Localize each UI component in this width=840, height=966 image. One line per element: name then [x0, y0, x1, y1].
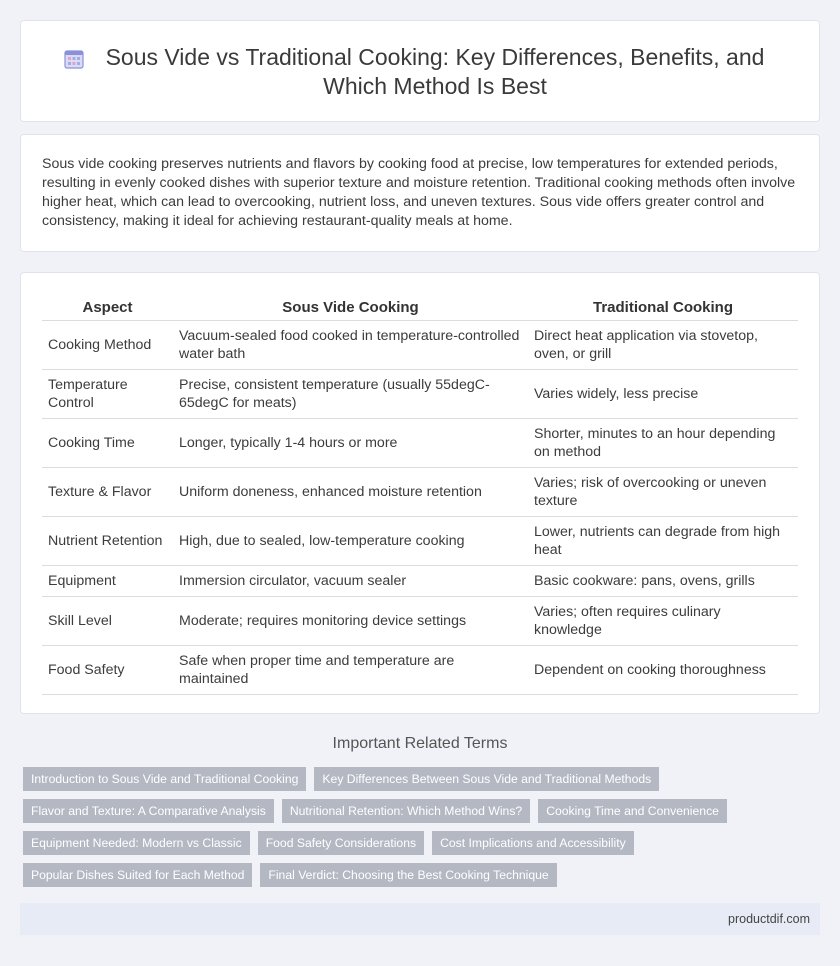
- related-term-link[interactable]: Flavor and Texture: A Comparative Analysis: [23, 799, 274, 823]
- sous-vide-cell: Immersion circulator, vacuum sealer: [173, 565, 528, 596]
- related-terms-list: [23, 767, 823, 895]
- traditional-cell: Lower, nutrients can degrade from high heat: [528, 516, 798, 565]
- table-row: [42, 418, 798, 467]
- traditional-cell: Varies; risk of overcooking or uneven texture: [528, 467, 798, 516]
- aspect-cell: Cooking Method: [42, 320, 173, 369]
- table-row: [42, 565, 798, 596]
- sous-vide-cell: Uniform doneness, enhanced moisture retention: [173, 467, 528, 516]
- table-row: [42, 369, 798, 418]
- related-term-link[interactable]: Final Verdict: Choosing the Best Cooking Technique: [260, 863, 556, 887]
- table-row: [42, 596, 798, 645]
- intro-card: [20, 134, 820, 252]
- aspect-cell: Equipment: [42, 565, 173, 596]
- sous-vide-cell: Moderate; requires monitoring device settings: [173, 596, 528, 645]
- table-row: [42, 467, 798, 516]
- footer-site-link[interactable]: productdif.com: [728, 912, 810, 926]
- related-terms-heading: Important Related Terms: [332, 735, 508, 752]
- related-term-link[interactable]: Equipment Needed: Modern vs Classic: [23, 831, 250, 855]
- related-term-link[interactable]: Popular Dishes Suited for Each Method: [23, 863, 252, 887]
- traditional-cell: Shorter, minutes to an hour depending on method: [528, 418, 798, 467]
- header-aspect: Aspect: [42, 295, 173, 320]
- aspect-cell: Temperature Control: [42, 369, 173, 418]
- sous-vide-cell: Precise, consistent temperature (usually 55degC-65degC for meats): [173, 369, 528, 418]
- related-term-link[interactable]: Cost Implications and Accessibility: [432, 831, 634, 855]
- sous-vide-cell: Safe when proper time and temperature are maintained: [173, 645, 528, 694]
- header-traditional: Traditional Cooking: [528, 295, 798, 320]
- related-term-link[interactable]: Food Safety Considerations: [258, 831, 424, 855]
- aspect-cell: Texture & Flavor: [42, 467, 173, 516]
- traditional-cell: Varies widely, less precise: [528, 369, 798, 418]
- traditional-cell: Varies; often requires culinary knowledge: [528, 596, 798, 645]
- aspect-cell: Food Safety: [42, 645, 173, 694]
- page-title: Sous Vide vs Traditional Cooking: Key Differences, Benefits, and Which Method Is Best: [105, 44, 765, 99]
- related-term-link[interactable]: Cooking Time and Convenience: [538, 799, 727, 823]
- table-row: [42, 645, 798, 694]
- table-row: [42, 320, 798, 369]
- table-header-row: [42, 295, 798, 320]
- aspect-cell: Skill Level: [42, 596, 173, 645]
- comparison-table: [42, 295, 798, 695]
- traditional-cell: Direct heat application via stovetop, oven, or grill: [528, 320, 798, 369]
- aspect-cell: Nutrient Retention: [42, 516, 173, 565]
- header-sous-vide: Sous Vide Cooking: [173, 295, 528, 320]
- title-card: [20, 20, 820, 122]
- related-term-link[interactable]: Key Differences Between Sous Vide and Traditional Methods: [314, 767, 659, 791]
- comparison-card: [20, 272, 820, 714]
- sous-vide-cell: Longer, typically 1-4 hours or more: [173, 418, 528, 467]
- related-term-link[interactable]: Introduction to Sous Vide and Traditional Cooking: [23, 767, 306, 791]
- sous-vide-cell: Vacuum-sealed food cooked in temperature-controlled water bath: [173, 320, 528, 369]
- traditional-cell: Dependent on cooking thoroughness: [528, 645, 798, 694]
- aspect-cell: Cooking Time: [42, 418, 173, 467]
- table-row: [42, 516, 798, 565]
- related-term-link[interactable]: Nutritional Retention: Which Method Wins?: [282, 799, 530, 823]
- sous-vide-cell: High, due to sealed, low-temperature cooking: [173, 516, 528, 565]
- intro-paragraph: Sous vide cooking preserves nutrients and flavors by cooking food at precise, low temperatures for extended periods, resulting in evenly cooked dishes with superior texture and moisture retention. Traditional cooking methods often involve higher heat, which can lead to overcooking, nutrient loss, and uneven textures. Sous vide offers greater control and consistency, making it ideal for achieving restaurant-quality meals at home.: [42, 156, 796, 229]
- footer: [20, 903, 820, 935]
- traditional-cell: Basic cookware: pans, ovens, grills: [528, 565, 798, 596]
